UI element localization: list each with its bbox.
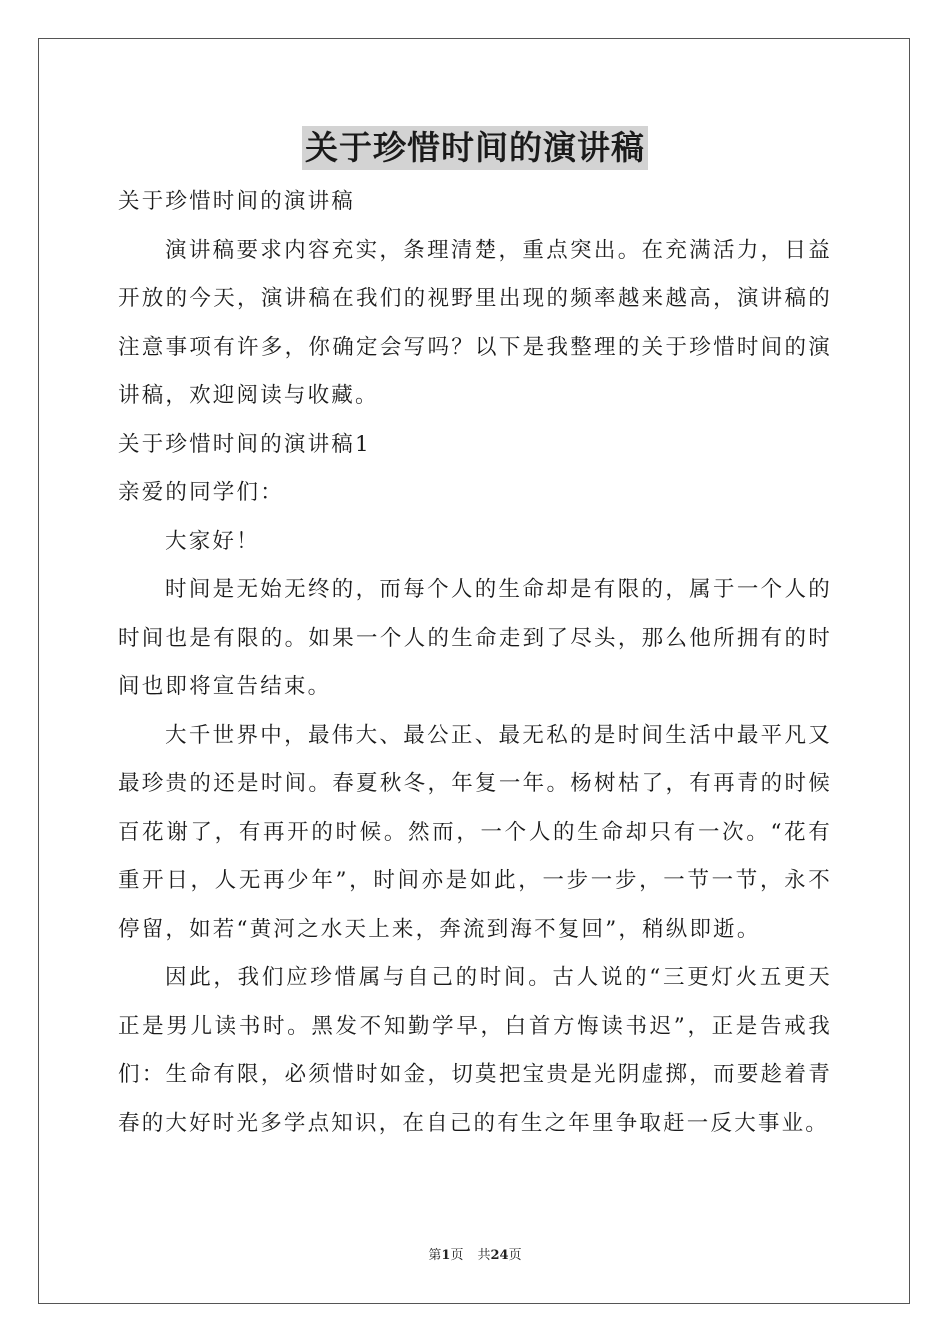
- title-wrap: [0, 126, 950, 170]
- paragraph: 关于珍惜时间的演讲稿: [118, 189, 356, 214]
- paragraph: 因此，我们应珍惜属与自己的时间。古人说的“三更灯火五更天正是男儿读书时。黑发不知勤学早，白首方悔读书迟”，正是告戒我们：生命有限，必须惜时如金，切莫把宝贵是光阴虚掷，而要趁着青春的大好时光多学点知识，在自己的有生之年里争取赶一反大事业。: [118, 965, 832, 1136]
- page-suffix: 页: [450, 1248, 464, 1263]
- page-footer: [0, 1246, 950, 1266]
- paragraph: 演讲稿要求内容充实，条理清楚，重点突出。在充满活力，日益开放的今天，演讲稿在我们的视野里出现的频率越来越高，演讲稿的注意事项有许多，你确定会写吗？以下是我整理的关于珍惜时间的演讲稿，欢迎阅读与收藏。: [118, 237, 832, 408]
- page-prefix: 第: [428, 1248, 442, 1263]
- total-pages: 24: [490, 1248, 509, 1263]
- salutation: 亲爱的同学们：: [118, 480, 284, 505]
- page-number: 1: [441, 1248, 451, 1263]
- paragraph: 大千世界中，最伟大、最公正、最无私的是时间生活中最平凡又最珍贵的还是时间。春夏秋冬，年复一年。杨树枯了，有再青的时候百花谢了，有再开的时候。然而，一个人的生命却只有一次。“花有重开日，人无再少年”，时间亦是如此，一步一步，一节一节，永不停留，如若“黄河之水天上来，奔流到海不复回”，稍纵即逝。: [118, 722, 832, 942]
- document-body: [118, 178, 832, 1148]
- section-heading: 关于珍惜时间的演讲稿1: [118, 431, 371, 457]
- total-prefix: 共: [477, 1248, 491, 1263]
- document-title: 关于珍惜时间的演讲稿: [302, 126, 648, 170]
- greeting: 大家好！: [165, 528, 260, 554]
- total-suffix: 页: [508, 1248, 522, 1263]
- paragraph: 时间是无始无终的，而每个人的生命却是有限的，属于一个人的时间也是有限的。如果一个人的生命走到了尽头，那么他所拥有的时间也即将宣告结束。: [118, 577, 832, 699]
